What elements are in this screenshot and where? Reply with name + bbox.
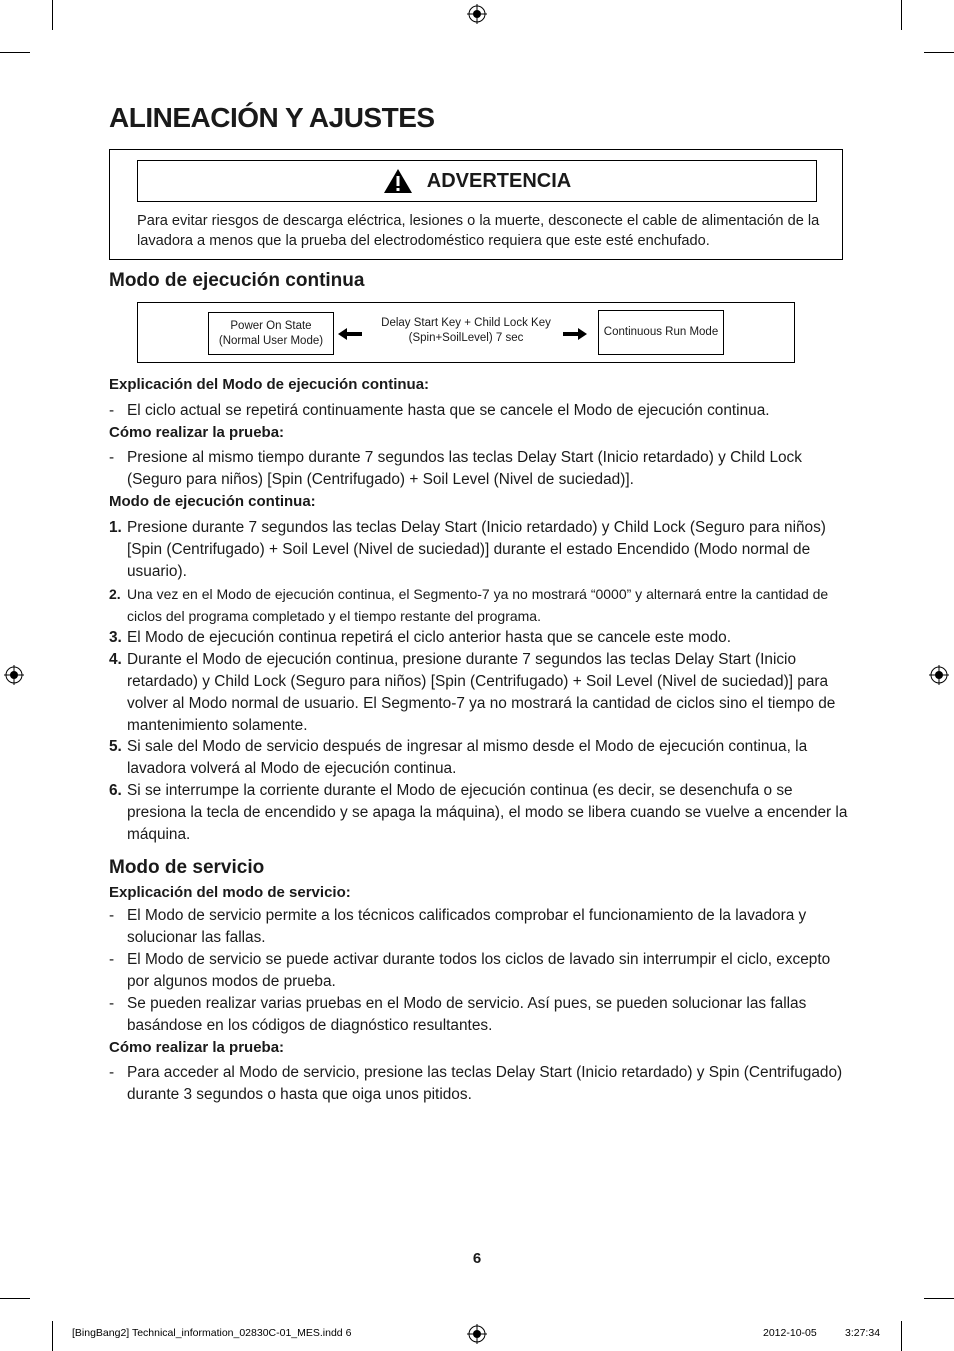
key-combination-line2: (Spin+SoilLevel) 7 sec: [408, 332, 524, 344]
warning-box: [109, 149, 843, 260]
continuous-howto-heading: Cómo realizar la prueba:: [109, 424, 285, 441]
service-explanation-heading: Explicación del modo de servicio:: [109, 884, 351, 901]
step-item: 2. Una vez en el Modo de ejecución continua, el Segmento-7 ya no mostrará “0000” y alternará entre la cantidad de ciclos del programa completado y el tiempo restante del programa.: [109, 586, 829, 624]
service-howto-heading: Cómo realizar la prueba:: [109, 1039, 285, 1056]
power-on-state-box: [208, 312, 334, 355]
key-combination-line1: Delay Start Key + Child Lock Key: [381, 317, 551, 329]
step-item: 6. Si se interrumpe la corriente durante el Modo de ejecución continua (es decir, se desenchufa o se presiona la tecla de encendido y se apaga la máquina), el modo se libera cuando se vuelve a encender la máquina.: [109, 782, 848, 843]
page-number: 6: [472, 1250, 482, 1267]
crop-mark: [0, 52, 30, 53]
power-on-state-label: Power On State: [230, 319, 312, 332]
list-item: - Se pueden realizar varias pruebas en el Modo de servicio. Así pues, se pueden solucionar las fallas basándose en los códigos de diagnóstico resultantes.: [109, 995, 807, 1034]
footer-time: 3:27:34: [845, 1327, 881, 1339]
list-item: - El ciclo actual se repetirá continuamente hasta que se cancele el Modo de ejecución continua.: [109, 402, 770, 419]
warning-label: ADVERTENCIA: [426, 169, 572, 192]
normal-user-mode-label: (Normal User Mode): [218, 334, 324, 347]
footer-date: 2012-10-05: [763, 1327, 817, 1339]
step-item: 1. Presione durante 7 segundos las teclas Delay Start (Inicio retardado) y Child Lock (Seguro para niños) [Spin (Centrifugado) + Soil Level (Nivel de suciedad)] durante el estado Encendido (Modo normal de usuario).: [109, 519, 826, 580]
page-title: ALINEACIÓN Y AJUSTES: [109, 102, 435, 133]
list-item: - El Modo de servicio permite a los técnicos calificados comprobar el funcionamiento de la lavadora y solucionar las fallas.: [109, 907, 807, 946]
continuous-mode-diagram: [137, 302, 795, 363]
crop-mark: [0, 1298, 30, 1299]
arrow-right-icon: [563, 328, 587, 340]
warning-text: Para evitar riesgos de descarga eléctrica, lesiones o la muerte, desconecte el cable de alimentación de la lavadora a menos que la prueba del electrodoméstico requiera que este esté enchufado.: [137, 213, 820, 249]
continuous-mode-heading: Modo de ejecución continua: [109, 270, 365, 291]
list-item: - El Modo de servicio se puede activar durante todos los ciclos de lavado sin interrumpir el ciclo, excepto por algunos modos de prueba.: [109, 951, 831, 990]
crop-mark: [924, 52, 954, 53]
crop-mark: [52, 1321, 53, 1351]
step-item: 4. Durante el Modo de ejecución continua, presione durante 7 segundos las teclas Delay Start (Inicio retardado) y Child Lock (Seguro para niños) [Spin (Centrifugado) + Soil Level (Nivel de suciedad)] para volver al Modo normal de usuario. El Segmento-7 ya no mostrará la cantidad de ciclos sino el tiempo de mantenimiento solamente.: [109, 651, 836, 734]
warning-triangle-icon: [383, 168, 413, 194]
footer-file: [BingBang2] Technical_information_02830C-01_MES.indd 6: [72, 1327, 352, 1339]
step-item: 5. Si sale del Modo de servicio después de ingresar al mismo desde el Modo de ejecución continua, la lavadora volverá al Modo de ejecución continua.: [109, 738, 808, 777]
registration-mark-icon: [929, 665, 949, 685]
arrow-left-icon: [338, 328, 362, 340]
service-mode-heading: Modo de servicio: [109, 857, 265, 878]
crop-mark: [901, 0, 902, 30]
registration-mark-icon: [4, 665, 24, 685]
step-item: 3. El Modo de ejecución continua repetirá el ciclo anterior hasta que se cancele este modo.: [109, 629, 732, 646]
crop-mark: [901, 1321, 902, 1351]
list-item: - Presione al mismo tiempo durante 7 segundos las teclas Delay Start (Inicio retardado) y Child Lock (Seguro para niños) [Spin (Centrifugado) + Soil Level (Nivel de suciedad)].: [109, 449, 802, 488]
registration-mark-icon: [467, 4, 487, 24]
warning-header: [137, 160, 817, 202]
key-combination-label: [366, 316, 566, 346]
continuous-run-mode-box: Continuous Run Mode: [598, 310, 724, 355]
continuous-mode-subheading: Modo de ejecución continua:: [109, 493, 316, 510]
crop-mark: [52, 0, 53, 30]
continuous-explanation-heading: Explicación del Modo de ejecución continua:: [109, 376, 430, 393]
crop-mark: [924, 1298, 954, 1299]
registration-mark-icon: [467, 1324, 487, 1344]
list-item: - Para acceder al Modo de servicio, presione las teclas Delay Start (Inicio retardado) y Spin (Centrifugado) durante 3 segundos o hasta que oiga unos pitidos.: [109, 1064, 843, 1103]
